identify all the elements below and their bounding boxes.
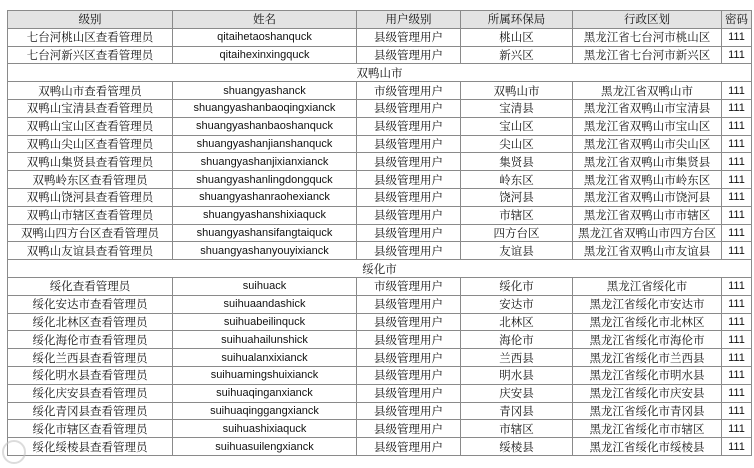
user-level-cell: 县级管理用户 [357, 384, 461, 402]
bureau-cell: 市辖区 [461, 420, 573, 438]
password-cell: 111 [722, 82, 752, 100]
region-cell: 黑龙江省绥化市安达市 [573, 295, 722, 313]
bureau-cell: 双鸭山市 [461, 82, 573, 100]
level-cell: 绥化北林区查看管理员 [8, 313, 173, 331]
level-cell: 七台河新兴区查看管理员 [8, 46, 173, 64]
password-cell: 111 [722, 28, 752, 46]
user-level-cell: 县级管理用户 [357, 349, 461, 367]
level-cell: 双鸭山饶河县查看管理员 [8, 188, 173, 206]
user-level-cell: 县级管理用户 [357, 438, 461, 456]
region-cell: 黑龙江省双鸭山市尖山区 [573, 135, 722, 153]
table-row [8, 82, 752, 100]
bureau-cell: 四方台区 [461, 224, 573, 242]
table-row [8, 384, 752, 402]
level-cell: 绥化明水县查看管理员 [8, 366, 173, 384]
region-cell: 黑龙江省双鸭山市宝清县 [573, 99, 722, 117]
table-row [8, 135, 752, 153]
user-level-cell: 县级管理用户 [357, 331, 461, 349]
name-cell: suihuahailunshick [173, 331, 357, 349]
table-row [8, 349, 752, 367]
bureau-cell: 兰西县 [461, 349, 573, 367]
password-cell: 111 [722, 188, 752, 206]
password-cell: 111 [722, 224, 752, 242]
user-level-cell: 县级管理用户 [357, 46, 461, 64]
bureau-cell: 饶河县 [461, 188, 573, 206]
level-cell: 绥化海伦市查看管理员 [8, 331, 173, 349]
user-level-cell: 县级管理用户 [357, 153, 461, 171]
name-cell: qitaihetaoshanquck [173, 28, 357, 46]
user-level-cell: 市级管理用户 [357, 82, 461, 100]
name-cell: shuangyashanjixianxianck [173, 153, 357, 171]
level-cell: 双鸭山集贤县查看管理员 [8, 153, 173, 171]
password-cell: 111 [722, 366, 752, 384]
table-row [8, 224, 752, 242]
password-cell: 111 [722, 242, 752, 260]
password-cell: 111 [722, 153, 752, 171]
user-level-cell: 县级管理用户 [357, 99, 461, 117]
name-cell: suihualanxixianck [173, 349, 357, 367]
bureau-cell: 桃山区 [461, 28, 573, 46]
table-row [8, 242, 752, 260]
password-cell: 111 [722, 295, 752, 313]
user-level-cell: 县级管理用户 [357, 366, 461, 384]
level-cell: 绥化安达市查看管理员 [8, 295, 173, 313]
header-name: 姓名 [173, 11, 357, 29]
level-cell: 双鸭山宝清县查看管理员 [8, 99, 173, 117]
level-cell: 绥化青冈县查看管理员 [8, 402, 173, 420]
password-cell: 111 [722, 420, 752, 438]
header-bureau: 所属环保局 [461, 11, 573, 29]
header-row [8, 11, 752, 29]
region-cell: 黑龙江省双鸭山市集贤县 [573, 153, 722, 171]
bureau-cell: 绥棱县 [461, 438, 573, 456]
table-row [8, 331, 752, 349]
table-row [8, 313, 752, 331]
bureau-cell: 集贤县 [461, 153, 573, 171]
name-cell: shuangyashanbaoshanquck [173, 117, 357, 135]
name-cell: suihuasuilengxianck [173, 438, 357, 456]
table-row [8, 366, 752, 384]
password-cell: 111 [722, 384, 752, 402]
group-row [8, 260, 752, 278]
level-cell: 七台河桃山区查看管理员 [8, 28, 173, 46]
group-label: 双鸭山市 [8, 64, 752, 82]
region-cell: 黑龙江省双鸭山市四方台区 [573, 224, 722, 242]
name-cell: suihuaandashick [173, 295, 357, 313]
header-region: 行政区划 [573, 11, 722, 29]
region-cell: 黑龙江省绥化市明水县 [573, 366, 722, 384]
region-cell: 黑龙江省绥化市庆安县 [573, 384, 722, 402]
level-cell: 双鸭山尖山区查看管理员 [8, 135, 173, 153]
header-user-level: 用户级别 [357, 11, 461, 29]
user-level-cell: 县级管理用户 [357, 224, 461, 242]
table-row [8, 171, 752, 189]
region-cell: 黑龙江省双鸭山市饶河县 [573, 188, 722, 206]
password-cell: 111 [722, 331, 752, 349]
level-cell: 双鸭山市查看管理员 [8, 82, 173, 100]
bureau-cell: 宝清县 [461, 99, 573, 117]
level-cell: 绥化绥棱县查看管理员 [8, 438, 173, 456]
user-level-cell: 县级管理用户 [357, 402, 461, 420]
level-cell: 双鸭山四方台区查看管理员 [8, 224, 173, 242]
region-cell: 黑龙江省绥化市海伦市 [573, 331, 722, 349]
level-cell: 双鸭山友谊县查看管理员 [8, 242, 173, 260]
group-label: 绥化市 [8, 260, 752, 278]
region-cell: 黑龙江省绥化市青冈县 [573, 402, 722, 420]
bureau-cell: 庆安县 [461, 384, 573, 402]
table-row [8, 438, 752, 456]
bureau-cell: 明水县 [461, 366, 573, 384]
user-level-cell: 县级管理用户 [357, 28, 461, 46]
password-cell: 111 [722, 46, 752, 64]
user-level-cell: 县级管理用户 [357, 206, 461, 224]
name-cell: suihuaqinganxianck [173, 384, 357, 402]
password-cell: 111 [722, 99, 752, 117]
bureau-cell: 尖山区 [461, 135, 573, 153]
group-row [8, 64, 752, 82]
bureau-cell: 友谊县 [461, 242, 573, 260]
level-cell: 双鸭山市辖区查看管理员 [8, 206, 173, 224]
region-cell: 黑龙江省双鸭山市友谊县 [573, 242, 722, 260]
region-cell: 黑龙江省绥化市市辖区 [573, 420, 722, 438]
region-cell: 黑龙江省七台河市桃山区 [573, 28, 722, 46]
bureau-cell: 宝山区 [461, 117, 573, 135]
region-cell: 黑龙江省绥化市北林区 [573, 313, 722, 331]
table-row [8, 420, 752, 438]
name-cell: shuangyashanlingdongquck [173, 171, 357, 189]
name-cell: shuangyashanyouyixianck [173, 242, 357, 260]
name-cell: shuangyashansifangtaiquck [173, 224, 357, 242]
bureau-cell: 新兴区 [461, 46, 573, 64]
table-body [8, 28, 752, 455]
name-cell: qitaihexinxingquck [173, 46, 357, 64]
header-password: 密码 [722, 11, 752, 29]
watermark-logo-icon [2, 440, 26, 464]
name-cell: suihuabeilinquck [173, 313, 357, 331]
bureau-cell: 青冈县 [461, 402, 573, 420]
level-cell: 双鸭岭东区查看管理员 [8, 171, 173, 189]
table-row [8, 99, 752, 117]
table-row [8, 153, 752, 171]
region-cell: 黑龙江省双鸭山市市辖区 [573, 206, 722, 224]
password-cell: 111 [722, 206, 752, 224]
bureau-cell: 绥化市 [461, 277, 573, 295]
user-level-cell: 县级管理用户 [357, 117, 461, 135]
name-cell: shuangyashanraohexianck [173, 188, 357, 206]
region-cell: 黑龙江省双鸭山市岭东区 [573, 171, 722, 189]
bureau-cell: 市辖区 [461, 206, 573, 224]
user-level-cell: 市级管理用户 [357, 277, 461, 295]
bureau-cell: 岭东区 [461, 171, 573, 189]
user-level-cell: 县级管理用户 [357, 188, 461, 206]
user-level-cell: 县级管理用户 [357, 420, 461, 438]
region-cell: 黑龙江省绥化市绥棱县 [573, 438, 722, 456]
bureau-cell: 北林区 [461, 313, 573, 331]
level-cell: 双鸭山宝山区查看管理员 [8, 117, 173, 135]
table-row [8, 188, 752, 206]
password-cell: 111 [722, 313, 752, 331]
level-cell: 绥化市辖区查看管理员 [8, 420, 173, 438]
password-cell: 111 [722, 402, 752, 420]
name-cell: suihuack [173, 277, 357, 295]
password-cell: 111 [722, 135, 752, 153]
table-row [8, 206, 752, 224]
name-cell: suihuaqinggangxianck [173, 402, 357, 420]
user-level-cell: 县级管理用户 [357, 242, 461, 260]
password-cell: 111 [722, 117, 752, 135]
user-level-cell: 县级管理用户 [357, 135, 461, 153]
region-cell: 黑龙江省绥化市 [573, 277, 722, 295]
table-row [8, 28, 752, 46]
name-cell: shuangyashanbaoqingxianck [173, 99, 357, 117]
password-cell: 111 [722, 438, 752, 456]
name-cell: suihuashixiaquck [173, 420, 357, 438]
table-row [8, 46, 752, 64]
table-row [8, 117, 752, 135]
header-level: 级别 [8, 11, 173, 29]
name-cell: shuangyashanshixiaquck [173, 206, 357, 224]
password-cell: 111 [722, 349, 752, 367]
user-table [7, 10, 752, 456]
name-cell: suihuamingshuixianck [173, 366, 357, 384]
password-cell: 111 [722, 277, 752, 295]
region-cell: 黑龙江省七台河市新兴区 [573, 46, 722, 64]
level-cell: 绥化查看管理员 [8, 277, 173, 295]
user-level-cell: 县级管理用户 [357, 313, 461, 331]
user-level-cell: 县级管理用户 [357, 295, 461, 313]
name-cell: shuangyashanck [173, 82, 357, 100]
level-cell: 绥化兰西县查看管理员 [8, 349, 173, 367]
table-row [8, 295, 752, 313]
bureau-cell: 安达市 [461, 295, 573, 313]
password-cell: 111 [722, 171, 752, 189]
table-row [8, 277, 752, 295]
bureau-cell: 海伦市 [461, 331, 573, 349]
level-cell: 绥化庆安县查看管理员 [8, 384, 173, 402]
table-row [8, 402, 752, 420]
region-cell: 黑龙江省绥化市兰西县 [573, 349, 722, 367]
region-cell: 黑龙江省双鸭山市宝山区 [573, 117, 722, 135]
user-level-cell: 县级管理用户 [357, 171, 461, 189]
name-cell: shuangyashanjianshanquck [173, 135, 357, 153]
region-cell: 黑龙江省双鸭山市 [573, 82, 722, 100]
